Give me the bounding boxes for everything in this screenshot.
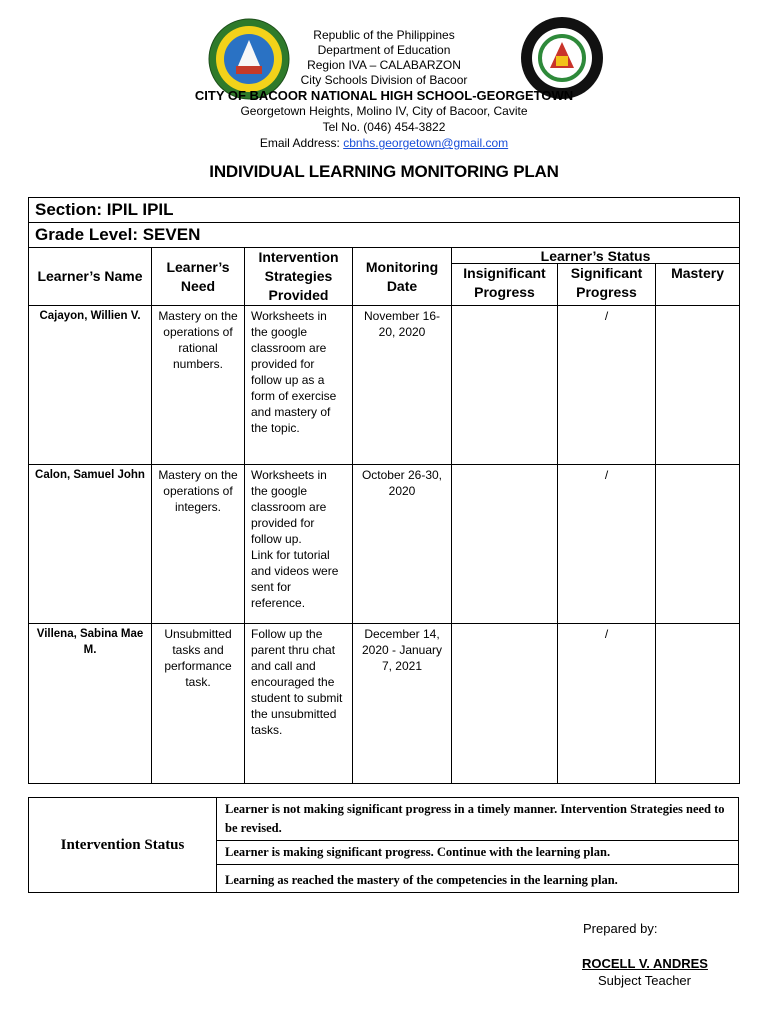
intervention-strategies: Worksheets in the google classroom are provided for follow up. Link for tutorial and videos were sent for reference.: [245, 465, 353, 624]
learner-need: Mastery on the operations of integers.: [152, 465, 245, 624]
significant-mark: /: [558, 306, 656, 465]
grade-level-label: Grade Level: SEVEN: [29, 223, 740, 248]
table-row: [29, 465, 740, 624]
column-header-date: Monitoring Date: [353, 248, 452, 306]
table-row: [29, 306, 740, 465]
mastery-mark: [656, 465, 740, 624]
mastery-mark: [656, 624, 740, 784]
intervention-status-table: [28, 797, 739, 893]
table-row: [29, 624, 740, 784]
column-header-strategies: Intervention Strategies Provided: [245, 248, 353, 306]
intervention-strategies: Worksheets in the google classroom are provided for follow up as a form of exercise and mastery of the topic.: [245, 306, 353, 465]
school-name: CITY OF BACOOR NATIONAL HIGH SCHOOL-GEORGETOWN: [194, 88, 574, 103]
page-title: INDIVIDUAL LEARNING MONITORING PLAN: [209, 162, 559, 181]
school-tel: Tel No. (046) 454-3822: [322, 120, 446, 134]
intervention-status-item: Learner is making significant progress. Continue with the learning plan.: [217, 841, 739, 865]
header-line: City Schools Division of Bacoor: [300, 73, 468, 87]
header-line: Region IVA – CALABARZON: [307, 58, 461, 72]
header-line: Department of Education: [317, 43, 451, 57]
intervention-strategies: Follow up the parent thru chat and call and encouraged the student to submit the unsubmitted tasks.: [245, 624, 353, 784]
column-header-need: Learner’s Need: [152, 248, 245, 306]
significant-mark: /: [558, 624, 656, 784]
insignificant-mark: [452, 624, 558, 784]
header-line: Republic of the Philippines: [313, 28, 455, 42]
intervention-status-label: Intervention Status: [29, 798, 217, 893]
monitoring-date: December 14, 2020 - January 7, 2021: [353, 624, 452, 784]
email-link[interactable]: cbnhs.georgetown@gmail.com: [343, 136, 509, 150]
monitoring-table: [28, 197, 740, 784]
column-header-mastery: Mastery: [656, 264, 740, 306]
email-label: Email Address:: [259, 136, 344, 150]
learner-need: Mastery on the operations of rational numbers.: [152, 306, 245, 465]
school-email-line: [0, 135, 768, 151]
learner-name: Cajayon, Willien V.: [29, 306, 152, 465]
intervention-status-item: Learning as reached the mastery of the competencies in the learning plan.: [217, 865, 739, 893]
insignificant-mark: [452, 465, 558, 624]
signer-role: Subject Teacher: [598, 973, 691, 988]
column-header-insignificant: Insignificant Progress: [452, 264, 558, 306]
column-header-name: Learner’s Name: [29, 248, 152, 306]
document-header: [0, 28, 768, 151]
intervention-status-item: Learner is not making significant progress in a timely manner. Intervention Strategies need to be revised.: [217, 798, 739, 841]
monitoring-date: November 16-20, 2020: [353, 306, 452, 465]
learner-name: Villena, Sabina Mae M.: [29, 624, 152, 784]
mastery-mark: [656, 306, 740, 465]
section-label: Section: IPIL IPIL: [29, 198, 740, 223]
learner-need: Unsubmitted tasks and performance task.: [152, 624, 245, 784]
column-header-significant: Significant Progress: [558, 264, 656, 306]
prepared-by-label: Prepared by:: [583, 921, 658, 936]
significant-mark: /: [558, 465, 656, 624]
insignificant-mark: [452, 306, 558, 465]
signer-name: ROCELL V. ANDRES: [582, 956, 708, 971]
monitoring-date: October 26-30, 2020: [353, 465, 452, 624]
school-address: Georgetown Heights, Molino IV, City of Bacoor, Cavite: [240, 104, 528, 118]
column-header-status: Learner’s Status: [452, 248, 740, 264]
learner-name: Calon, Samuel John: [29, 465, 152, 624]
